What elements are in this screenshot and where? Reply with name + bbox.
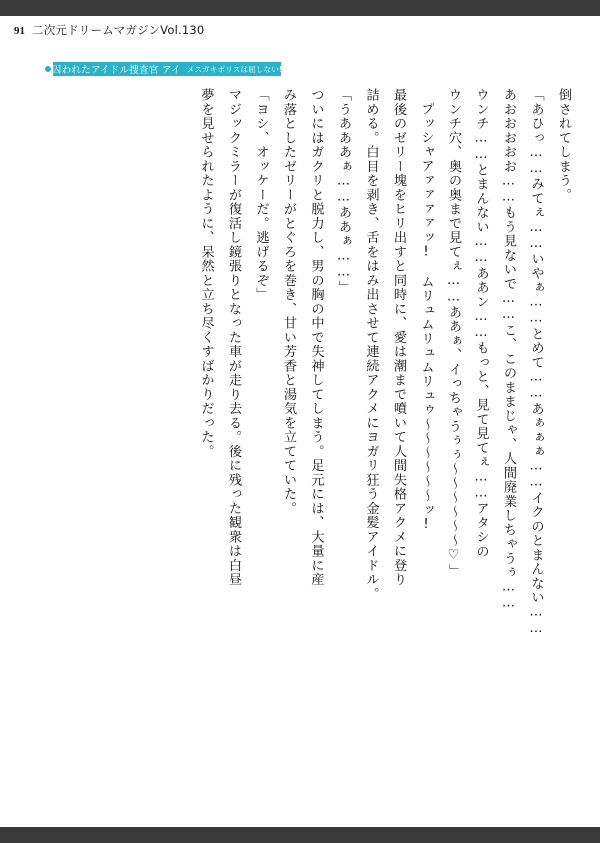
body-line: 最後のゼリー塊をヒリ出すと同時に、愛は潮まで噴いて人間失格アクメに登り: [391, 88, 406, 587]
running-head: [14, 22, 204, 38]
body-line: ウンチ……とまんない……ああン……もっと、見て見てぇ……アタシの: [473, 88, 489, 559]
body-text: [40, 88, 570, 768]
body-line: 倒されてしまう。: [556, 88, 571, 202]
chapter-tag: [45, 62, 281, 76]
bottom-margin-bar: [0, 827, 600, 843]
body-line: 「うあああぁ……ああぁ……」: [336, 88, 351, 295]
body-line: 「あひっ……みてぇ……いやぁ……とめて……あぁぁぁ……イクのとまんない……: [528, 88, 544, 637]
chapter-tag-inner: [46, 62, 288, 76]
book-title: 二次元ドリームマガジンVol.130: [32, 23, 205, 37]
body-line: ウンチ穴、奥の奥まで見てぇ……ああぁ、イっちゃうぅぅ～～～～～～♡」: [446, 88, 461, 578]
body-line: 「ヨシ、オッケーだ。逃げるぞ」: [253, 88, 269, 302]
body-line: 夢を見せられたように、呆然と立ち尽くすばかりだった。: [198, 88, 214, 459]
body-line: み落としたゼリーがとぐろを巻き、甘い芳香と湯気を立てていた。: [281, 88, 296, 516]
body-line: ついにはガクリと脱力し、男の胸の中で失神してしまう。足元には、大量に産: [308, 88, 324, 587]
page-number: 91: [14, 25, 25, 37]
body-line: マジックミラーが復活し鏡張りとなった車が走り去る。後に残った観衆は白昼: [226, 88, 241, 587]
body-line: あおおおおお……もう見ないで……こ、このままじゃ、人間廃業しちゃうぅ……: [501, 88, 516, 612]
chapter-title: 囚われたアイドル捜査官 アイ: [51, 65, 181, 76]
chapter-subtitle: メスガキポリスは屈しない!: [186, 64, 283, 74]
body-line: 詰める。白目を剥き、舌をはみ出させて連続アクメにヨガリ狂う金髪アイドル。: [363, 88, 379, 601]
top-margin-bar: [0, 0, 600, 16]
chapter-tag-bar: [53, 62, 281, 76]
body-line: プッシャアァァァァッ! ムリュムリュムリュゥ～～～～～～ッ!: [418, 102, 434, 534]
